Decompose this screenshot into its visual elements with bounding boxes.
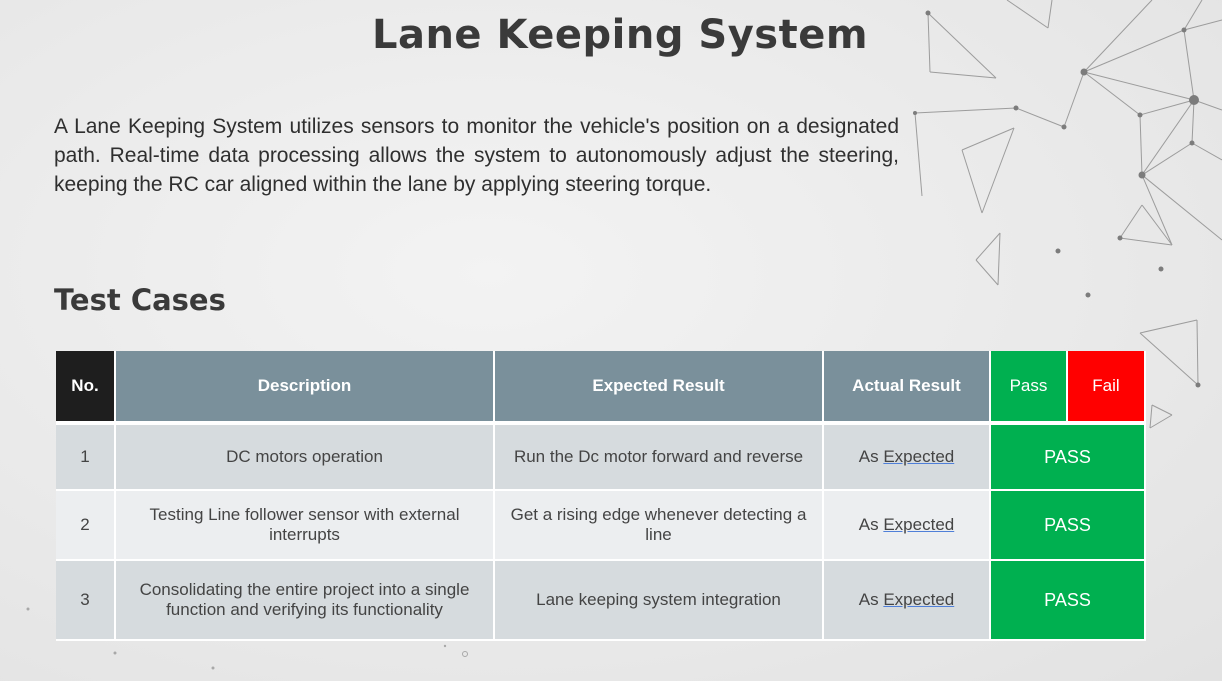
actual-word: Expected — [883, 590, 955, 609]
row-expected: Get a rising edge whenever detecting a line — [495, 491, 824, 561]
test-cases-table — [56, 351, 1146, 641]
row-no: 1 — [56, 425, 116, 491]
header-pass: Pass — [991, 351, 1068, 425]
actual-prefix: As — [858, 515, 879, 534]
row-no: 3 — [56, 561, 116, 641]
row-actual — [824, 491, 991, 561]
header-fail: Fail — [1068, 351, 1146, 425]
row-expected: Run the Dc motor forward and reverse — [495, 425, 824, 491]
row-result: PASS — [991, 425, 1146, 491]
header-description: Description — [116, 351, 495, 425]
row-actual — [824, 425, 991, 491]
row-result: PASS — [991, 491, 1146, 561]
actual-word: Expected — [883, 447, 955, 466]
actual-prefix: As — [858, 590, 879, 609]
slide-title: Lane Keeping System — [371, 12, 869, 58]
table-row — [56, 425, 1146, 491]
header-expected-result: Expected Result — [495, 351, 824, 425]
row-expected: Lane keeping system integration — [495, 561, 824, 641]
header-actual-result: Actual Result — [824, 351, 991, 425]
actual-word: Expected — [883, 515, 955, 534]
row-result: PASS — [991, 561, 1146, 641]
actual-prefix: As — [858, 447, 879, 466]
table-header-row — [56, 351, 1146, 425]
header-no: No. — [56, 351, 116, 425]
row-no: 2 — [56, 491, 116, 561]
row-actual — [824, 561, 991, 641]
section-heading: Test Cases — [54, 283, 226, 317]
row-description: Testing Line follower sensor with external interrupts — [116, 491, 495, 561]
table-row — [56, 491, 1146, 561]
row-description: DC motors operation — [116, 425, 495, 491]
row-description: Consolidating the entire project into a single function and verifying its functionality — [116, 561, 495, 641]
table-row — [56, 561, 1146, 641]
intro-paragraph: A Lane Keeping System utilizes sensors to monitor the vehicle's position on a designated path. Real-time data processing allows the system to autonomously adjust the steering, keeping the RC car aligned within the lane by applying steering torque. — [54, 115, 899, 196]
